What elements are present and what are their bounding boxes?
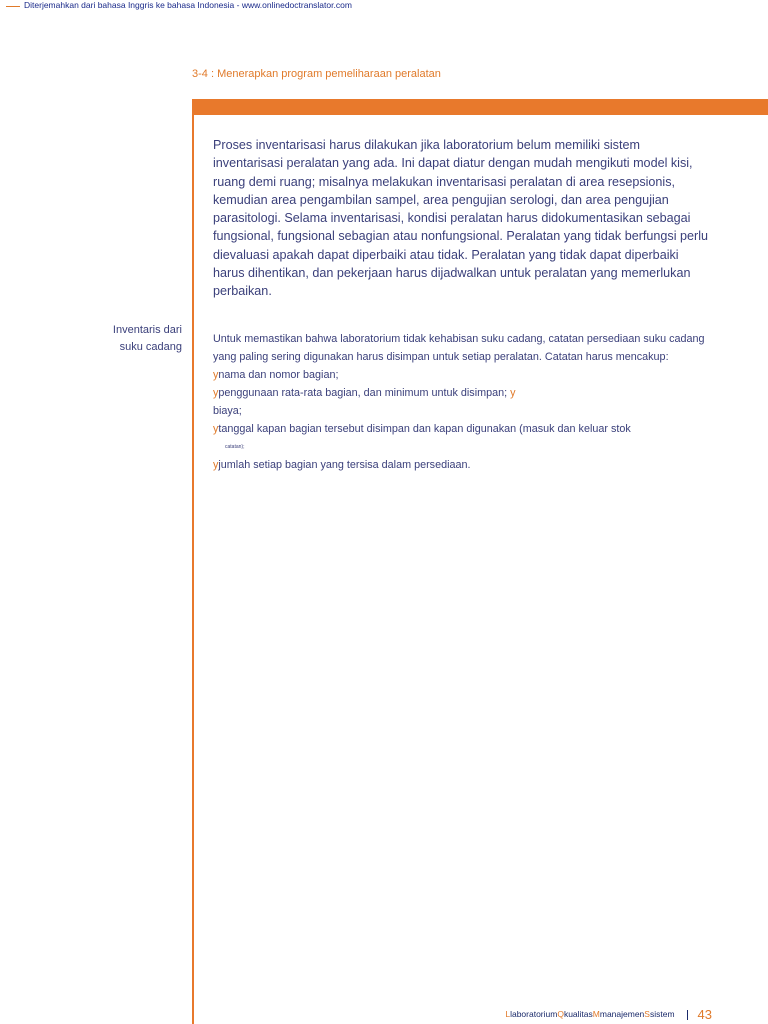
bullet-icon: y xyxy=(510,387,516,399)
margin-rule xyxy=(192,99,194,1024)
list-item xyxy=(213,456,713,474)
list-item xyxy=(213,384,713,402)
footer-initial: Q xyxy=(557,1009,564,1019)
list-item xyxy=(213,366,713,384)
translator-mark-icon xyxy=(6,0,20,7)
bullet-icon: y xyxy=(213,387,219,399)
intro-paragraph: Proses inventarisasi harus dilakukan jika laboratorium belum memiliki sistem inventarisasi peralatan yang ada. Ini dapat diatur dengan mudah mengikuti model kisi, ruang demi ruang; misalnya melakukan inventarisasi peralatan di area resepsionis, kemudian area pengambilan sampel, area pengujian serologi, dan area pengujian parasitologi. Selama inventarisasi, kondisi peralatan harus didokumentasikan sebagai fungsional, fungsional sebagian atau nonfungsional. Peralatan yang tidak berfungsi perlu dievaluasi apakah dapat diperbaiki atau tidak. Peralatan yang tidak dapat diperbaiki harus dihentikan, dan pekerjaan harus dijadwalkan untuk peralatan yang memerlukan perbaikan. xyxy=(213,138,709,299)
side-heading-line2: suku cadang xyxy=(119,341,182,353)
spare-parts-section xyxy=(213,330,713,474)
list-item xyxy=(213,420,713,438)
footer-initial: M xyxy=(592,1009,600,1019)
chapter-title: 3-4 : Menerapkan program pemeliharaan peralatan xyxy=(192,68,441,80)
footer-word: sistem xyxy=(649,1009,675,1019)
page-footer xyxy=(505,1005,712,1024)
translator-banner xyxy=(0,0,352,10)
bullet-icon: y xyxy=(213,369,219,381)
bullet-icon: y xyxy=(213,459,219,471)
spare-parts-lead: Untuk memastikan bahwa laboratorium tidak kehabisan suku cadang, catatan persediaan suku cadang yang paling sering digunakan harus disimpan untuk setiap peralatan. Catatan harus mencakup: xyxy=(213,333,705,363)
list-item-text: nama dan nomor bagian; xyxy=(218,369,339,381)
footer-word: laboratorium xyxy=(510,1009,558,1019)
list-item-footnote: catatan); xyxy=(225,444,245,450)
footer-word: kualitas xyxy=(563,1009,593,1019)
footer-divider xyxy=(687,1010,688,1020)
footer-initial: L xyxy=(505,1009,511,1019)
list-item-continuation: biaya; xyxy=(213,405,242,417)
footer-initial: S xyxy=(644,1009,650,1019)
footer-word: manajemen xyxy=(599,1009,645,1019)
translator-note: Diterjemahkan dari bahasa Inggris ke bahasa Indonesia - www.onlinedoctranslator.com xyxy=(24,0,352,10)
header-accent-bar xyxy=(192,99,768,115)
list-item-text: penggunaan rata-rata bagian, dan minimum untuk disimpan; xyxy=(218,387,511,399)
side-heading-line1: Inventaris dari xyxy=(112,324,182,336)
page-number: 43 xyxy=(697,1006,712,1022)
side-heading xyxy=(80,322,182,356)
list-item-text: tanggal kapan bagian tersebut disimpan dan kapan digunakan (masuk dan keluar stok xyxy=(218,423,631,435)
list-item-text: jumlah setiap bagian yang tersisa dalam persediaan. xyxy=(218,459,471,471)
bullet-icon: y xyxy=(213,423,219,435)
